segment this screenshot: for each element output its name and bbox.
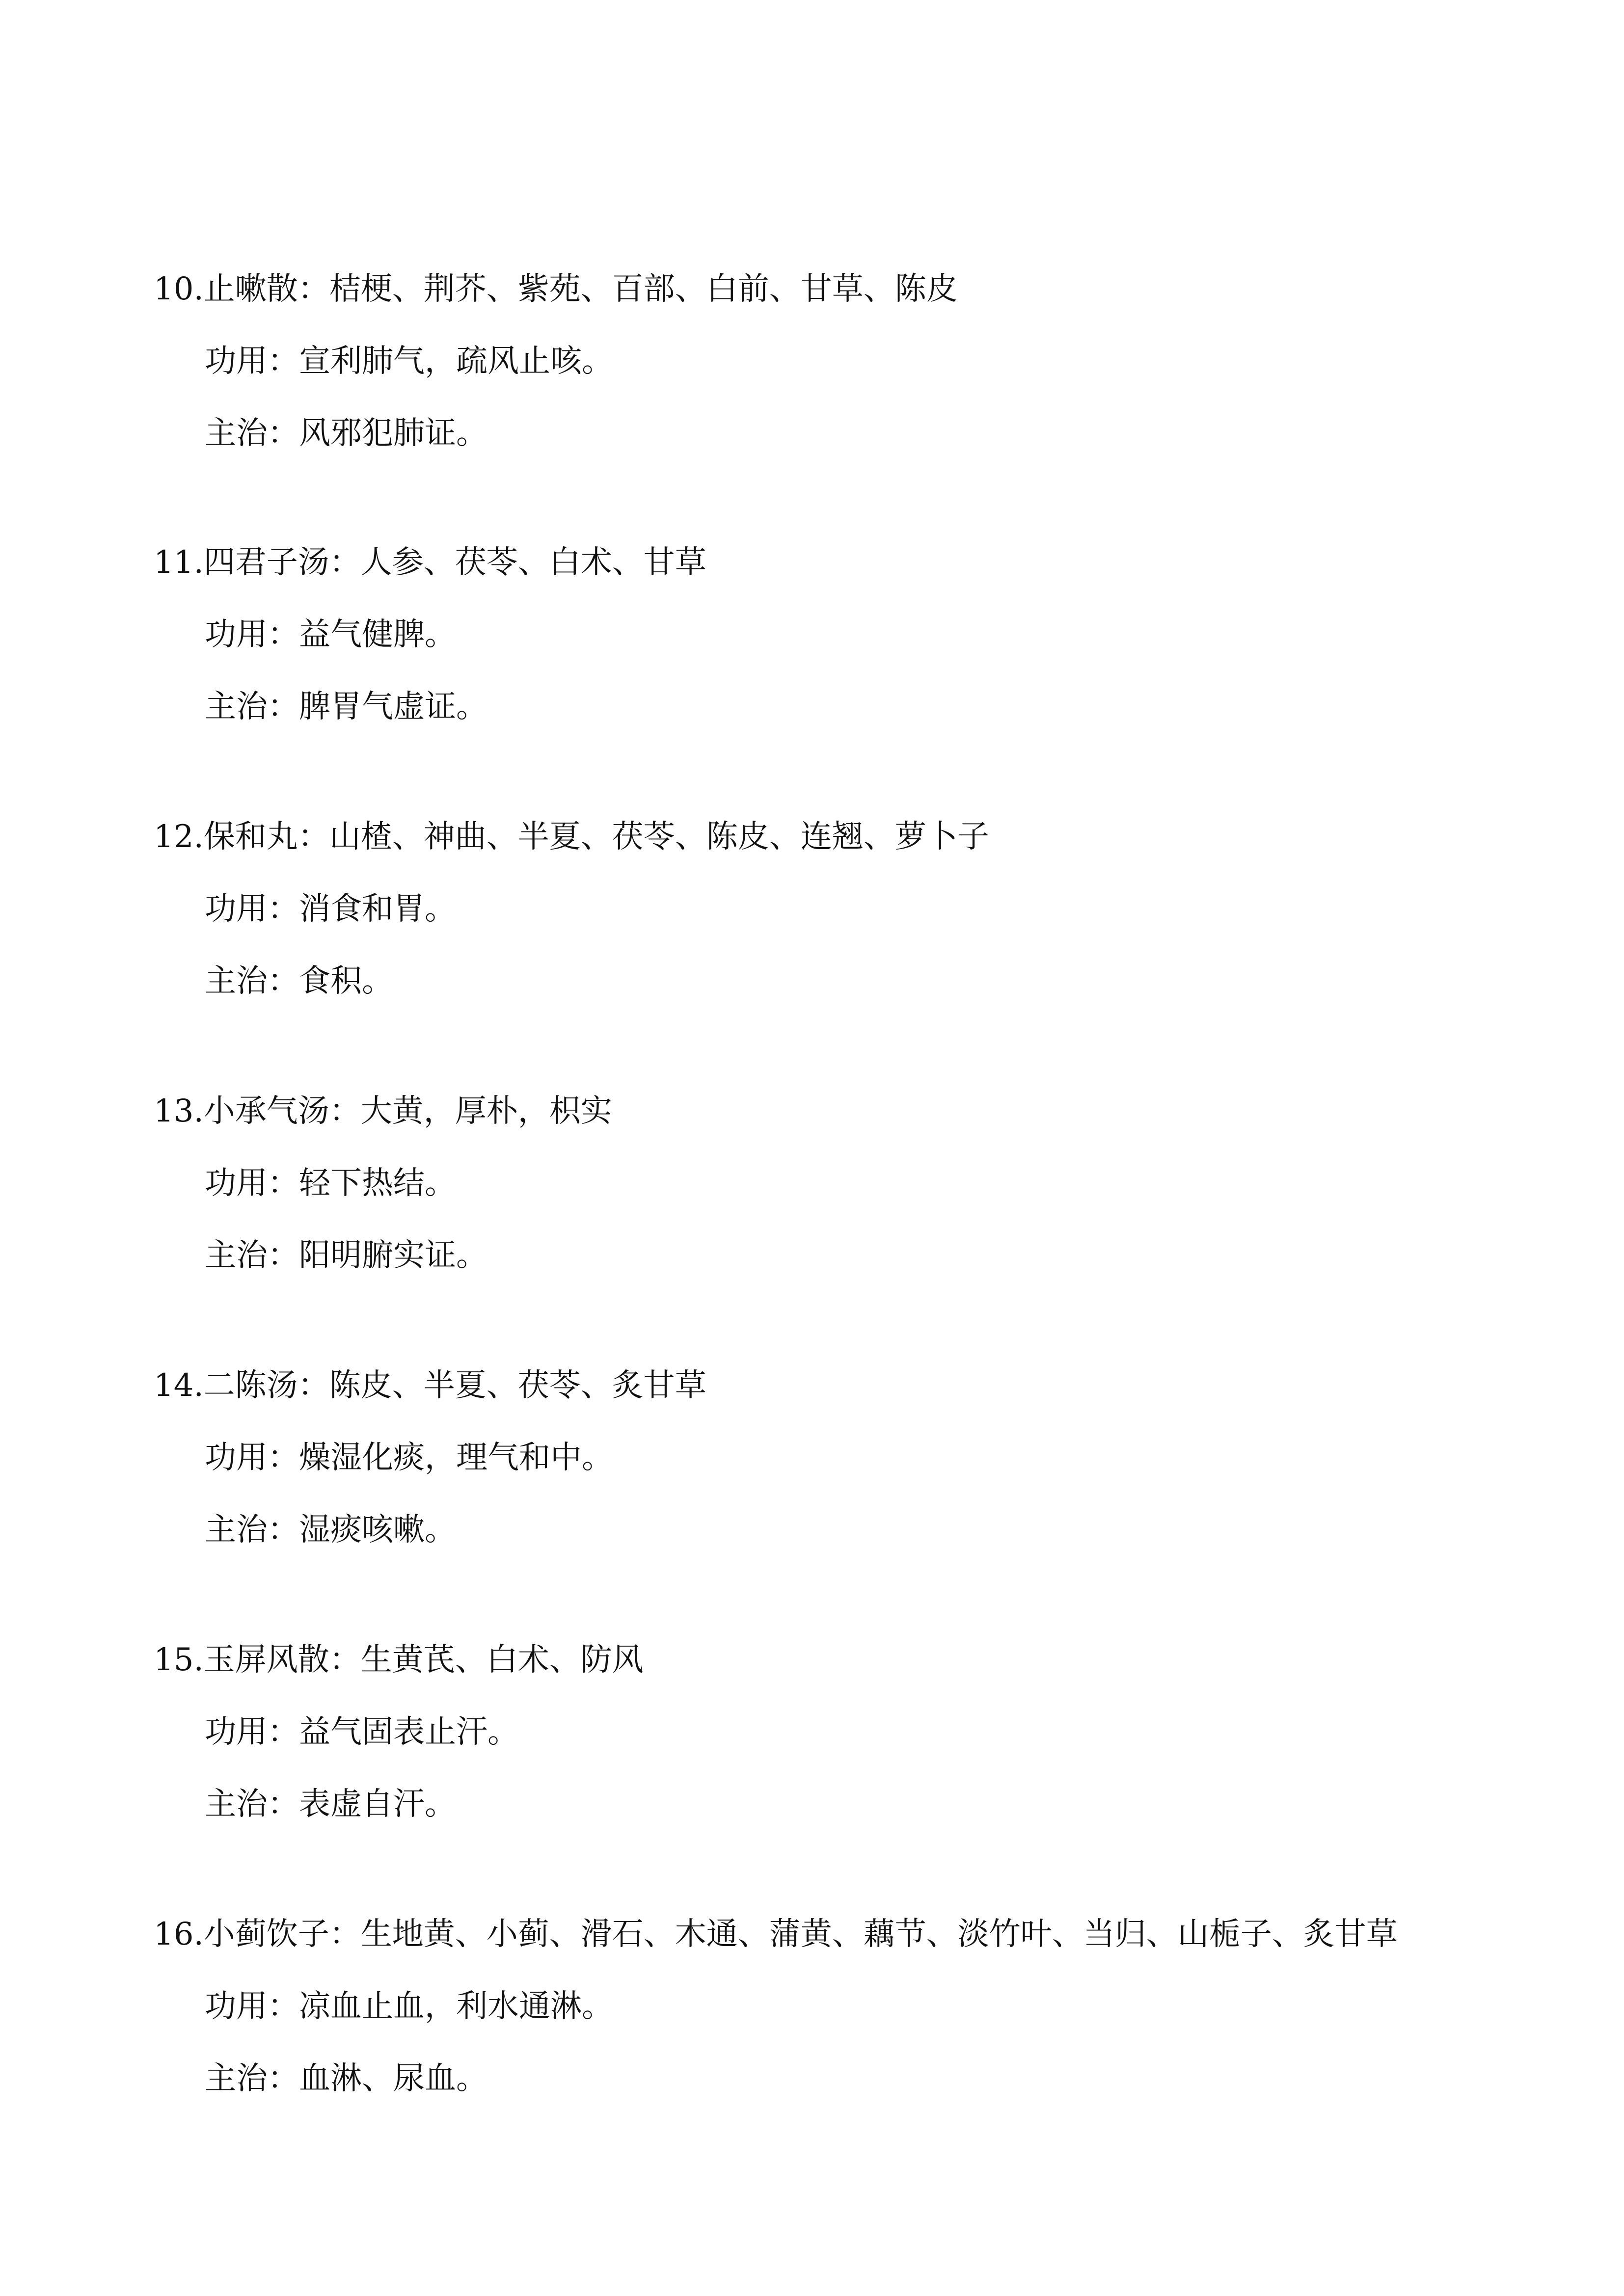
formula-title: 14.二陈汤：陈皮、半夏、茯苓、炙甘草: [154, 1367, 706, 1404]
formula-function: 功用：凉血止血，利水通淋。: [205, 1988, 613, 2025]
formula-function: 功用：消食和胃。: [205, 891, 456, 927]
formula-entry: [154, 269, 1528, 453]
formula-function: 功用：宣利肺气，疏风止咳。: [205, 343, 613, 379]
formula-indication: 主治：风邪犯肺证。: [205, 415, 487, 452]
formula-title: 16.小蓟饮子：生地黄、小蓟、滑石、木通、蒲黄、藕节、淡竹叶、当归、山栀子、炙甘草: [154, 1916, 1398, 1952]
formula-entry: [154, 817, 1528, 1001]
formula-entry: [154, 1640, 1528, 1824]
formula-entry: [154, 1366, 1528, 1549]
formula-entry: [154, 543, 1528, 726]
formula-title: 15.玉屏风散：生黄芪、白术、防风: [154, 1642, 644, 1678]
formula-indication: 主治：湿痰咳嗽。: [205, 1512, 456, 1548]
formula-function: 功用：燥湿化痰，理气和中。: [205, 1440, 613, 1476]
formula-indication: 主治：脾胃气虚证。: [205, 689, 487, 725]
formula-function: 功用：益气固表止汗。: [205, 1714, 519, 1750]
formula-title: 11.四君子汤：人参、茯苓、白术、甘草: [154, 544, 706, 581]
formula-title: 10.止嗽散：桔梗、荆芥、紫苑、百部、白前、甘草、陈皮: [154, 271, 958, 307]
formula-function: 功用：益气健脾。: [205, 616, 456, 653]
formula-entry: [154, 1915, 1528, 2098]
formula-indication: 主治：血淋、尿血。: [205, 2060, 487, 2097]
formula-indication: 主治：表虚自汗。: [205, 1786, 456, 1822]
formula-function: 功用：轻下热结。: [205, 1165, 456, 1201]
formula-indication: 主治：阳明腑实证。: [205, 1237, 487, 1274]
formula-title: 13.小承气汤：大黄，厚朴，枳实: [154, 1093, 612, 1129]
formula-entry: [154, 1092, 1528, 1275]
formula-title: 12.保和丸：山楂、神曲、半夏、茯苓、陈皮、连翘、萝卜子: [154, 819, 989, 855]
formula-indication: 主治：食积。: [205, 963, 393, 999]
